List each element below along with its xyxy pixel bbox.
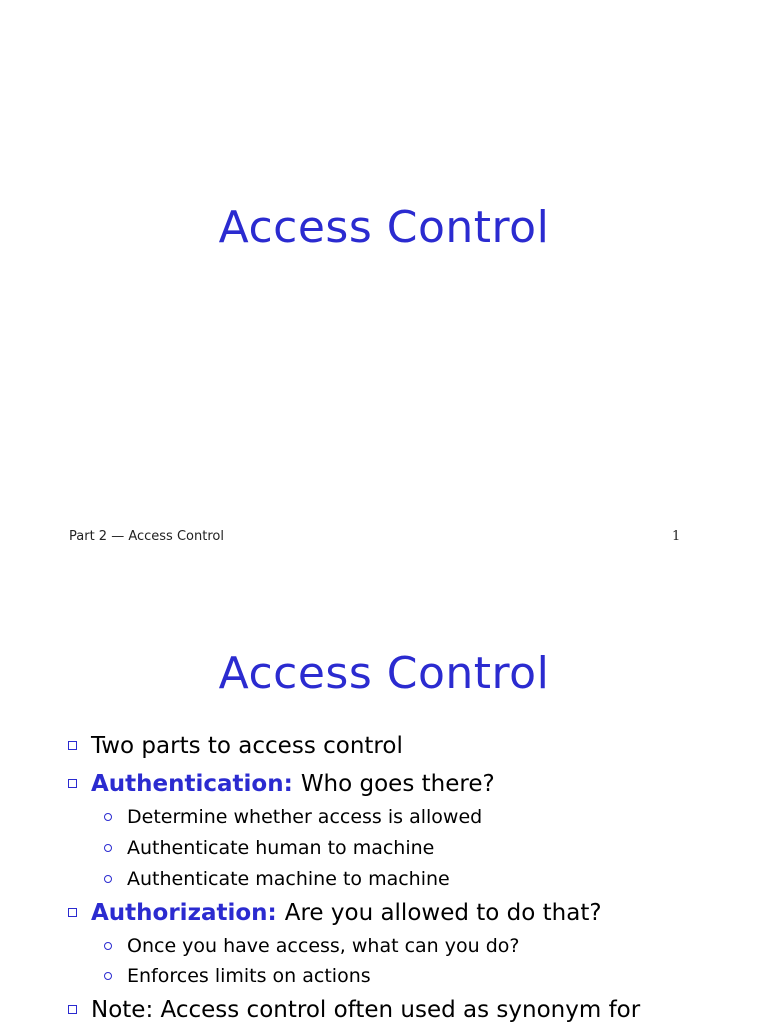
circle-bullet-icon [104,875,112,883]
square-bullet-icon [68,1005,77,1014]
sub-bullet-text: Authenticate machine to machine [127,868,450,890]
slide-footer-label: Part 2 — Access Control [69,529,224,544]
bullet-keyword: Authorization: [91,900,277,926]
sub-bullet-text: Enforces limits on actions [127,965,371,987]
bullet-item [68,733,403,759]
bullet-text: Note: Access control often used as synonym for [91,997,641,1023]
bullet-text: Are you allowed to do that? [284,900,602,926]
bullet-text: Who goes there? [300,771,495,797]
sub-bullet-item [104,837,434,859]
square-bullet-icon [68,779,77,788]
square-bullet-icon [68,741,77,750]
circle-bullet-icon [104,813,112,821]
sub-bullet-text: Determine whether access is allowed [127,806,483,828]
sub-bullet-text: Once you have access, what can you do? [127,935,520,957]
sub-bullet-item [104,806,482,828]
slide-page-number: 1 [672,529,681,544]
bullet-item [68,771,495,797]
bullet-text: Two parts to access control [91,733,403,759]
sub-bullet-item [104,965,371,987]
bullet-keyword: Authentication: [91,771,293,797]
circle-bullet-icon [104,844,112,852]
sub-bullet-item [104,935,520,957]
square-bullet-icon [68,908,77,917]
bullet-item [68,900,602,926]
circle-bullet-icon [104,942,112,950]
bullet-item [68,997,640,1023]
sub-bullet-text: Authenticate human to machine [127,837,435,859]
slide-2-title: Access Control [218,648,550,699]
slide-1-title: Access Control [218,202,550,253]
sub-bullet-item [104,868,450,890]
circle-bullet-icon [104,972,112,980]
